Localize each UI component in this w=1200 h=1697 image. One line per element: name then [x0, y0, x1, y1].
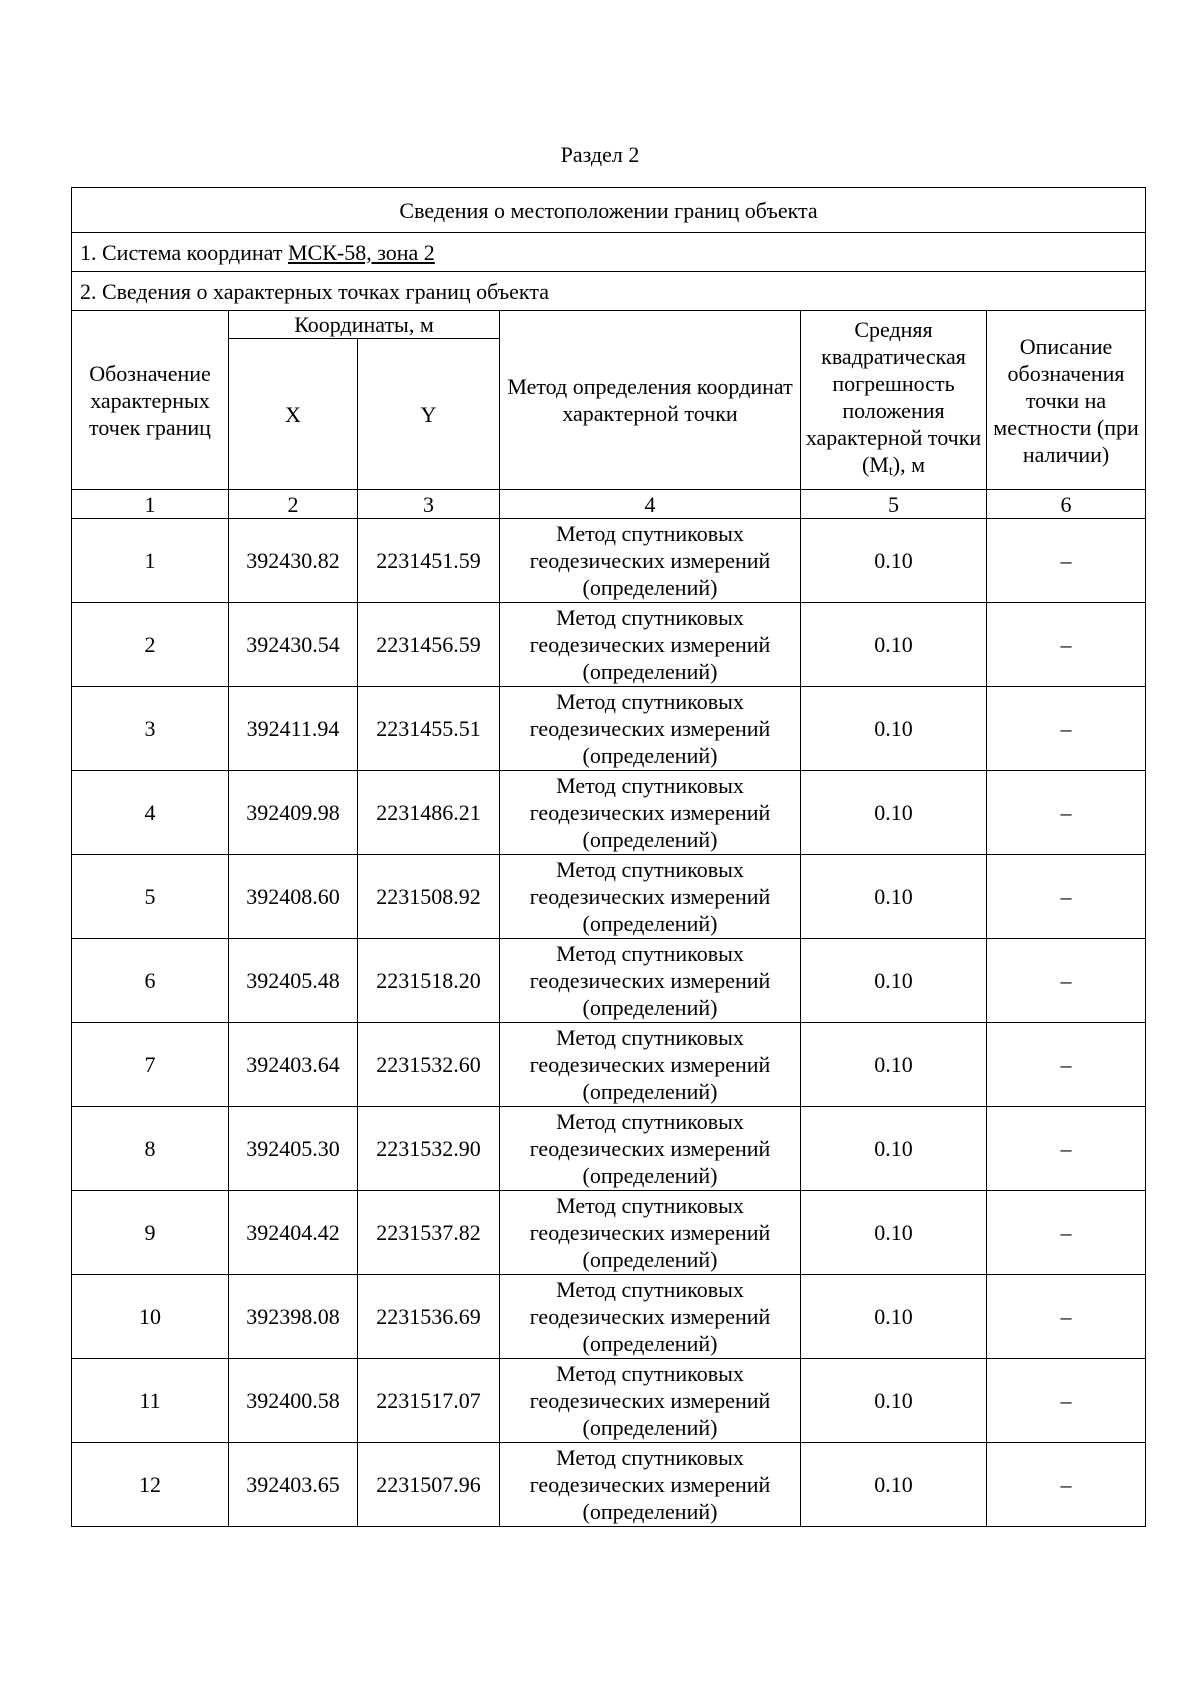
table-row [72, 1107, 1146, 1191]
column-number: 3 [358, 490, 500, 519]
points-section-row [72, 272, 1146, 311]
column-numbers-row [72, 490, 1146, 519]
coordinate-system-value: МСК-58, зона 2 [287, 239, 435, 265]
table-title-row [72, 188, 1146, 233]
coordinate-x-cell: 392408.60 [229, 855, 358, 939]
error-cell: 0.10 [801, 1191, 987, 1275]
point-id-cell: 8 [72, 1107, 229, 1191]
coordinate-system-row [72, 233, 1146, 272]
coordinate-y-cell: 2231518.20 [358, 939, 500, 1023]
coordinate-x-cell: 392398.08 [229, 1275, 358, 1359]
description-cell: – [987, 939, 1146, 1023]
table-row [72, 519, 1146, 603]
coordinate-x-cell: 392403.64 [229, 1023, 358, 1107]
method-cell: Метод спутниковых геодезических измерений (определений) [500, 1359, 801, 1443]
table-row [72, 1275, 1146, 1359]
description-cell: – [987, 1359, 1146, 1443]
error-cell: 0.10 [801, 603, 987, 687]
error-cell: 0.10 [801, 1359, 987, 1443]
table-row [72, 687, 1146, 771]
point-id-cell: 9 [72, 1191, 229, 1275]
header-y: Y [358, 339, 500, 490]
point-id-cell: 6 [72, 939, 229, 1023]
column-number: 6 [987, 490, 1146, 519]
coordinate-y-cell: 2231517.07 [358, 1359, 500, 1443]
description-cell: – [987, 1275, 1146, 1359]
description-cell: – [987, 1443, 1146, 1527]
error-cell: 0.10 [801, 519, 987, 603]
error-cell: 0.10 [801, 939, 987, 1023]
coordinate-x-cell: 392403.65 [229, 1443, 358, 1527]
table-row [72, 1191, 1146, 1275]
coordinate-y-cell: 2231451.59 [358, 519, 500, 603]
header-error [801, 311, 987, 490]
table-row [72, 603, 1146, 687]
coordinate-y-cell: 2231455.51 [358, 687, 500, 771]
description-cell: – [987, 603, 1146, 687]
coordinate-x-cell: 392430.82 [229, 519, 358, 603]
method-cell: Метод спутниковых геодезических измерений (определений) [500, 1023, 801, 1107]
coordinate-y-cell: 2231456.59 [358, 603, 500, 687]
point-id-cell: 2 [72, 603, 229, 687]
point-id-cell: 3 [72, 687, 229, 771]
error-cell: 0.10 [801, 1443, 987, 1527]
description-cell: – [987, 687, 1146, 771]
section-title: Раздел 2 [560, 142, 640, 167]
method-cell: Метод спутниковых геодезических измерений (определений) [500, 1443, 801, 1527]
table-row [72, 1023, 1146, 1107]
coordinate-x-cell: 392405.48 [229, 939, 358, 1023]
method-cell: Метод спутниковых геодезических измерений (определений) [500, 1107, 801, 1191]
coordinate-x-cell: 392404.42 [229, 1191, 358, 1275]
column-number: 1 [72, 490, 229, 519]
method-cell: Метод спутниковых геодезических измерений (определений) [500, 519, 801, 603]
table-row [72, 771, 1146, 855]
header-x: X [229, 339, 358, 490]
coordinate-y-cell: 2231486.21 [358, 771, 500, 855]
description-cell: – [987, 855, 1146, 939]
method-cell: Метод спутниковых геодезических измерений (определений) [500, 1275, 801, 1359]
header-error-suffix: ), м [892, 451, 926, 477]
coordinate-y-cell: 2231507.96 [358, 1443, 500, 1527]
point-id-cell: 12 [72, 1443, 229, 1527]
error-cell: 0.10 [801, 1023, 987, 1107]
point-id-cell: 1 [72, 519, 229, 603]
coordinate-y-cell: 2231536.69 [358, 1275, 500, 1359]
table-row [72, 1359, 1146, 1443]
table-row [72, 1443, 1146, 1527]
column-number: 5 [801, 490, 987, 519]
coordinate-y-cell: 2231532.60 [358, 1023, 500, 1107]
method-cell: Метод спутниковых геодезических измерений (определений) [500, 687, 801, 771]
error-cell: 0.10 [801, 687, 987, 771]
method-cell: Метод спутниковых геодезических измерений (определений) [500, 771, 801, 855]
method-cell: Метод спутниковых геодезических измерений (определений) [500, 855, 801, 939]
points-section-title: 2. Сведения о характерных точках границ объекта [72, 272, 1146, 311]
error-cell: 0.10 [801, 1107, 987, 1191]
description-cell: – [987, 771, 1146, 855]
table-row [72, 855, 1146, 939]
coordinate-x-cell: 392405.30 [229, 1107, 358, 1191]
point-id-cell: 7 [72, 1023, 229, 1107]
header-method: Метод определения координат характерной точки [500, 311, 801, 490]
header-row-1 [72, 311, 1146, 339]
point-id-cell: 11 [72, 1359, 229, 1443]
coordinate-y-cell: 2231508.92 [358, 855, 500, 939]
column-number: 2 [229, 490, 358, 519]
description-cell: – [987, 1023, 1146, 1107]
header-error-subscript: t [888, 463, 893, 479]
header-coordinates: Координаты, м [229, 311, 500, 339]
header-designation: Обозначение характерных точек границ [72, 311, 229, 490]
coordinate-x-cell: 392409.98 [229, 771, 358, 855]
coordinate-y-cell: 2231537.82 [358, 1191, 500, 1275]
description-cell: – [987, 1191, 1146, 1275]
description-cell: – [987, 519, 1146, 603]
coordinate-x-cell: 392430.54 [229, 603, 358, 687]
method-cell: Метод спутниковых геодезических измерений (определений) [500, 939, 801, 1023]
coordinate-system-cell [72, 233, 1146, 272]
point-id-cell: 4 [72, 771, 229, 855]
column-number: 4 [500, 490, 801, 519]
coordinate-x-cell: 392411.94 [229, 687, 358, 771]
coordinate-y-cell: 2231532.90 [358, 1107, 500, 1191]
error-cell: 0.10 [801, 855, 987, 939]
description-cell: – [987, 1107, 1146, 1191]
coordinate-system-label: 1. Система координат [80, 239, 283, 265]
coordinate-x-cell: 392400.58 [229, 1359, 358, 1443]
point-id-cell: 10 [72, 1275, 229, 1359]
method-cell: Метод спутниковых геодезических измерений (определений) [500, 1191, 801, 1275]
error-cell: 0.10 [801, 1275, 987, 1359]
boundary-points-table [71, 187, 1146, 1527]
table-row [72, 939, 1146, 1023]
method-cell: Метод спутниковых геодезических измерений (определений) [500, 603, 801, 687]
table-title: Сведения о местоположении границ объекта [72, 188, 1146, 233]
header-error-prefix: Средняя квадратическая погрешность положения характерной точки (M [805, 316, 982, 477]
header-description: Описание обозначения точки на местности (при наличии) [987, 311, 1146, 490]
point-id-cell: 5 [72, 855, 229, 939]
error-cell: 0.10 [801, 771, 987, 855]
